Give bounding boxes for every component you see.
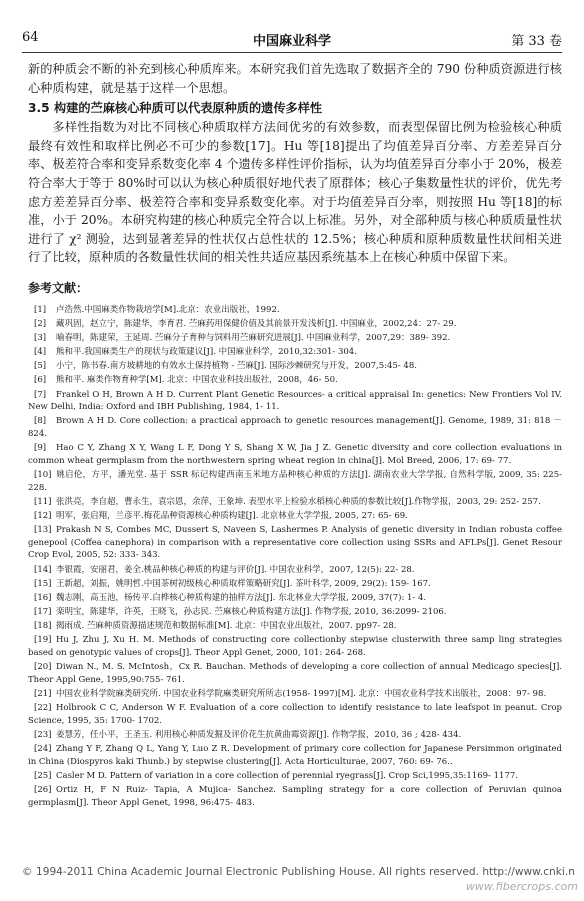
reference-number: [20] (34, 662, 52, 673)
paragraph-intro: 新的种质会不断的补充到核心种质库来。本研究我们首先选取了数据齐全的 790 份种质资源进行核心种质构建，就是基于这样一个思想。 (28, 62, 562, 95)
reference-number: [11] (34, 496, 52, 507)
reference-text: 小宁，陈书春.南方坡耕地的有效水土保持植物 - 苎麻[J]. 国际沙棘研究与开发，2007,5:45- 48. (56, 361, 417, 372)
section-title: 构建的苎麻核心种质可以代表原种质的遗传多样性 (54, 101, 323, 116)
reference-item (28, 606, 562, 619)
reference-text: 李银霞，安丽君，姜全.桃品种核心种质的构建与评价[J]. 中国农业科学，2007, 12(5): 22- 28. (56, 564, 415, 575)
reference-text: 藏巩固，赵立宁，陈建华，李育君. 苎麻药用保健价值及其前景开发浅析[J]. 中国麻业，2002,24：27- 29. (56, 318, 457, 329)
reference-text: 姚启伦，方平，潘光堂. 基于 SSR 标记构建西南玉米地方品种核心种质的方法[J]. 湖南农业大学学报, 自然科学版, 2009, 35: 225- 228. (28, 470, 562, 493)
reference-text: Hao C Y, Zhang X Y, Wang L F, Dong Y S, Shang X W, Jia J Z. Genetic diversity and core collection evaluations in common wheat germplasm from the northwestern spring wheat region in china[J]. Mol Breed, 2006, 17: 69- 77. (28, 443, 562, 466)
reference-number: [18] (34, 621, 52, 632)
reference-text: Ortiz H, F N Ruiz- Tapia, A Mujica- Sanchez. Sampling strategy for a core collection of Peruvian quinoa germplasm[J]. Theor Appl Genet, 1998, 96:475- 483. (28, 785, 562, 808)
reference-number: [7] (34, 389, 47, 400)
reference-number: [4] (34, 347, 47, 358)
reference-number: [3] (34, 332, 47, 343)
reference-item (28, 620, 562, 633)
reference-text: 喻春明，陈建荣，王延周. 苎麻分子育种与饲料用苎麻研究进展[J]. 中国麻业科学，2007,29：389- 392. (56, 332, 451, 343)
references-title: 参考文献： (28, 280, 89, 295)
reference-item (28, 743, 562, 768)
reference-number: [17] (34, 607, 52, 618)
reference-item (28, 332, 562, 345)
page-number: 64 (22, 30, 39, 45)
reference-item (28, 634, 562, 659)
reference-text: 明军，张启翔，兰彦平.梅花品种资源核心种质构建[J]. 北京林业大学学报, 2005, 27: 65- 69. (56, 510, 408, 521)
reference-text: 熊和平.我国麻类生产的现状与政策建议[J]. 中国麻业科学，2010,32:301- 304. (56, 347, 357, 358)
reference-number: [12] (34, 510, 52, 521)
reference-item (28, 346, 562, 359)
reference-text: 熊和平. 麻类作物育种学[M]. 北京：中国农业科技出版社，2008，46- 50. (56, 375, 338, 386)
reference-item (28, 702, 562, 727)
section-number: 3.5 (28, 101, 50, 116)
reference-number: [16] (34, 592, 52, 603)
reference-text: Brown A H D. Core collection: a practical approach to genetic resources management[J]. Genome, 1989, 31: 818 － 824. (28, 416, 562, 440)
reference-text: 栾明宝，陈建华，许英，王晓飞，孙志民. 苎麻核心种质构建方法[J]. 作物学报, 2010, 36:2099- 2106. (56, 607, 447, 618)
reference-text: 张洪亮，李自超，曹永生，袁宗恩，余萍，王象坤. 表型水平上检验水稻核心种质的参数比较[J].作物学报，2003, 29: 252- 257. (56, 496, 541, 507)
reference-item (28, 442, 562, 467)
reference-item (28, 389, 562, 414)
reference-text: 姜慧芳，任小平，王圣玉. 利用核心种质发掘及评价花生抗黄曲霉资源[J]. 作物学报，2010, 36 ; 428- 434. (56, 730, 462, 740)
reference-number: [2] (34, 318, 47, 329)
references-list (28, 304, 562, 810)
reference-number: [15] (34, 578, 52, 589)
journal-title: 中国麻业科学 (252, 34, 331, 49)
article-body (28, 60, 562, 811)
reference-number: [23] (34, 730, 52, 740)
reference-item (28, 374, 562, 387)
reference-item (28, 510, 562, 523)
reference-number: [10] (34, 470, 52, 480)
reference-number: [5] (34, 361, 47, 372)
reference-text: Holbrook C C, Anderson W F. Evaluation of a core collection to identify resistance to late leafspot in peanut. Crop Science, 1995, 35: 1700- 1702. (28, 703, 562, 726)
reference-item (28, 318, 562, 331)
paragraph-diversity: 多样性指数为对比不同核心种质取样方法间优劣的有效参数，而表型保留比例为检验核心种质最终有效性和取样比例必不可少的参数[17]。Hu 等[18]提出了均值差异百分率、方差差异百分率、极差符合率和变异系数变化率 4 个遗传多样性评价指标，认为均值差异百分率小于 20%，极差符合率大于等于 80%时可以认为核心种质很好地代表了原群体；核心子集数量性状的评价，优先考虑方差差异百分率、极差符合率和变异系数变化率。对于均值差异百分率，则按照 Hu 等[18]的标准，小于 20%。本研究构建的核心种质完全符合以上标准。另外，对全部种质与核心种质质量性状进行了 χ² 测验，达到显著差异的性状仅占总性状的 12.5%；核心种质和原种质数量性状间相关进行了比较，原种质的各数量性状间的相关性共适应基因系统基本上在核心种质中保留下来。 (28, 120, 562, 265)
reference-item (28, 784, 562, 809)
reference-number: [13] (34, 525, 52, 536)
reference-text: 魏志刚，高玉池，杨传平.白桦核心种质构建的抽样方法[J]. 东北林业大学学报, 2009, 37(7): 1- 4. (56, 592, 427, 603)
copyright-footer: © 1994-2011 China Academic Journal Electronic Publishing House. All rights reserved. http://www.cnki.n (22, 866, 575, 878)
reference-text: 卢浩然.中国麻类作物栽培学[M].北京：农业出版社，1992. (56, 304, 280, 315)
reference-text: Diwan N., M. S. McIntosh，Cx R. Bauchan. Methods of developing a core collection of annual Medicago species[J]. Theor Appl Gene, 1995,90:755- 761. (28, 662, 562, 685)
reference-number: [22] (34, 703, 52, 714)
reference-number: [24] (34, 744, 52, 755)
reference-text: Hu J, Zhu J, Xu H. M. Methods of constructing core collectionby stepwise clusterwith three samp ling strategies based on genotypic values of crops[J]. Theor Appl Genet, 2000, 101: 264- 268. (28, 635, 562, 659)
reference-text: Zhang Y F, Zhang Q L, Yang Y, Luo Z R. Development of primary core collection for Japanese Persimmon originated in China (Diospyros kaki Thunb.) by stepwise clustering[J]. Acta Horticulturae, 2007, 760: 69- 76.. (28, 744, 562, 767)
reference-item (28, 304, 562, 317)
reference-item (28, 469, 562, 494)
reference-text: Frankel O H, Brown A H D. Current Plant Genetic Resources- a critical appraisal In: genetics: New Frontiers Vol IV. New Delhi, India: Oxford and IBH Publishing, 1984, 1- 11. (28, 389, 562, 413)
reference-number: [21] (34, 689, 52, 700)
reference-item (28, 770, 562, 783)
reference-item (28, 360, 562, 373)
section-heading (28, 99, 562, 117)
reference-text: 中国农业科学院麻类研究所. 中国农业科学院麻类研究所所志(1958- 1997)[M]. 北京：中国农业科学技术出版社，2008：97- 98. (56, 689, 547, 700)
reference-number: [26] (34, 785, 52, 796)
header-rule (22, 52, 562, 53)
reference-number: [14] (34, 564, 52, 575)
page-header (22, 30, 562, 54)
reference-number: [9] (34, 443, 47, 454)
reference-item (28, 661, 562, 686)
reference-item (28, 592, 562, 605)
reference-item (28, 578, 562, 591)
reference-number: [25] (34, 770, 52, 781)
reference-text: 揭雨成. 苎麻种质资源描述规范和数据标准[M]. 北京：中国农业出版社，2007. pp97- 28. (56, 621, 397, 632)
reference-text: Prakash N S, Combes MC, Dussert S, Naveen S, Lashermes P. Analysis of genetic diversity in Indian robusta coffee genepool (Coffea canephora) in comparison with a representative core collection using SSRs and AFLPs[J]. Genet Resour Crop Evol, 2005, 52: 333- 343. (28, 525, 562, 561)
reference-item (28, 415, 562, 440)
reference-item (28, 524, 562, 562)
reference-number: [19] (34, 635, 52, 646)
reference-number: [1] (34, 304, 47, 315)
reference-item (28, 688, 562, 701)
watermark-text: www.fibercrops.com (465, 880, 578, 893)
reference-item (28, 729, 562, 742)
reference-item (28, 496, 562, 509)
reference-text: Casler M D. Pattern of variation in a core collection of perennial ryegrass[J]. Crop Sci,1995,35:1169- 1177. (56, 770, 518, 781)
reference-number: [8] (34, 416, 47, 427)
volume-label: 第 33 卷 (511, 34, 562, 49)
reference-number: [6] (34, 375, 47, 386)
reference-text: 王新超，刘振，姚明哲.中国茶树初级核心种质取样策略研究[J]. 茶叶科学, 2009, 29(2): 159- 167. (56, 578, 431, 589)
reference-item (28, 564, 562, 577)
